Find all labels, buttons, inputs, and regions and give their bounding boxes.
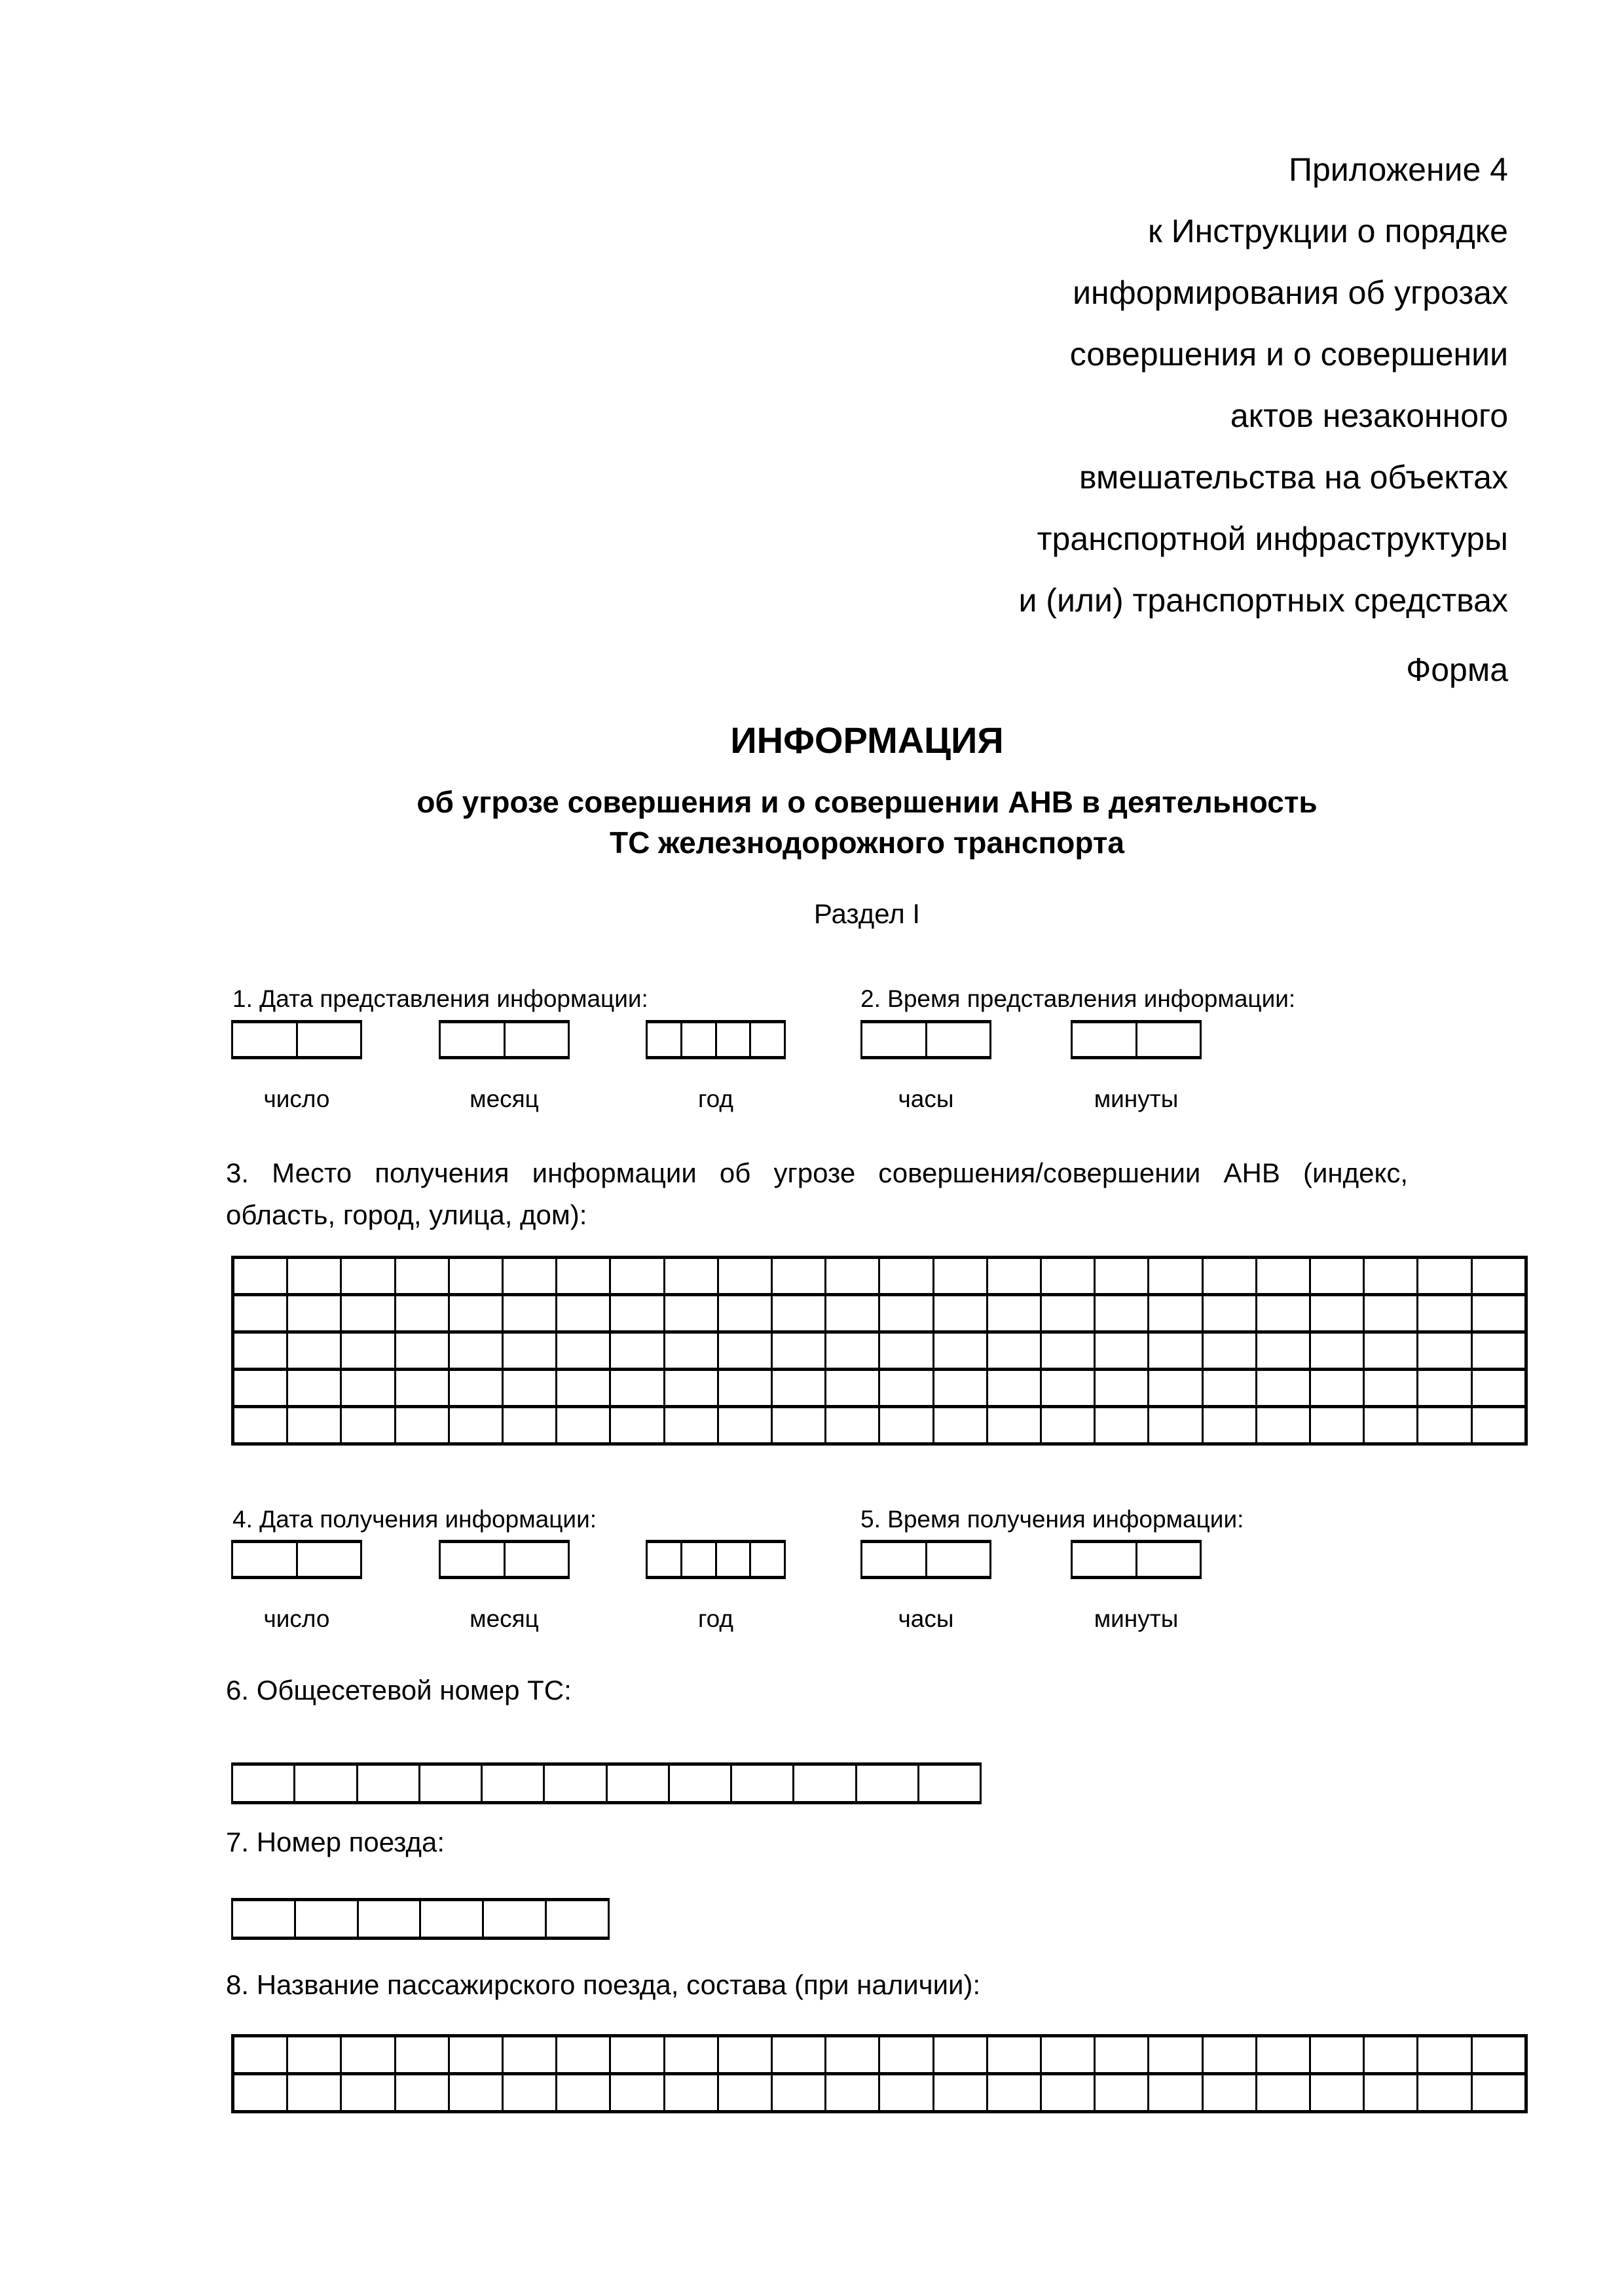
input-cell[interactable] [1418,1259,1472,1293]
input-cell[interactable] [1473,1408,1524,1442]
input-cell[interactable] [504,1296,557,1330]
field1-month-boxes [439,1020,570,1059]
input-cell[interactable] [608,1766,670,1801]
input-cell[interactable] [1473,1334,1524,1368]
section-title: Раздел I [813,898,921,929]
input-cell[interactable] [1204,2037,1257,2072]
input-cell[interactable] [862,1023,927,1056]
grid-row [234,1334,1524,1371]
input-cell[interactable] [719,1371,773,1405]
field2-hour-boxes [860,1020,991,1059]
input-cell[interactable] [665,2075,719,2110]
input-cell[interactable] [988,1371,1042,1405]
input-cell[interactable] [934,2037,988,2072]
input-cell[interactable] [880,2075,934,2110]
input-cell[interactable] [880,1296,934,1330]
field5-hour-boxes [860,1540,991,1579]
input-cell[interactable] [1204,1408,1257,1442]
input-cell[interactable] [342,2075,396,2110]
input-cell[interactable] [1365,2075,1418,2110]
input-cell[interactable] [1257,1371,1311,1405]
input-cell[interactable] [1473,2037,1524,2072]
input-cell[interactable] [988,1334,1042,1368]
appendix-line: транспортной инфраструктуры [1037,520,1508,557]
appendix-line: информирования об угрозах [1073,274,1508,311]
field7-label: 7. Номер поезда: [226,1827,445,1857]
input-cell[interactable] [1149,2037,1203,2072]
input-cell[interactable] [396,1371,450,1405]
field3-address-grid [231,1256,1528,1446]
input-cell[interactable] [682,1543,717,1576]
grid-row [234,2037,1524,2075]
input-cell[interactable] [719,1296,773,1330]
input-cell[interactable] [359,1901,422,1937]
input-cell[interactable] [1204,2075,1257,2110]
field3-label-line2: область, город, улица, дом): [226,1199,587,1230]
input-cell[interactable] [648,1543,682,1576]
input-cell[interactable] [506,1543,568,1576]
input-cell[interactable] [504,1408,557,1442]
input-cell[interactable] [773,1296,826,1330]
form-marker: Форма [1406,651,1508,688]
input-cell[interactable] [1204,1334,1257,1368]
input-cell[interactable] [1365,1408,1418,1442]
input-cell[interactable] [342,2037,396,2072]
input-cell[interactable] [1365,2037,1418,2072]
field3-label [226,1152,1408,1236]
grid-row [234,1408,1524,1442]
input-cell[interactable] [773,1408,826,1442]
input-cell[interactable] [557,1296,611,1330]
input-cell[interactable] [826,1408,880,1442]
input-cell[interactable] [1073,1023,1137,1056]
input-cell[interactable] [773,1371,826,1405]
input-cell[interactable] [611,1371,665,1405]
input-cell[interactable] [773,1259,826,1293]
input-cell[interactable] [450,2075,504,2110]
input-cell[interactable] [665,1371,719,1405]
field4-label: 4. Дата получения информации: [232,1506,597,1533]
field5-minute-boxes [1071,1540,1202,1579]
input-cell[interactable] [441,1023,506,1056]
input-cell[interactable] [1311,2037,1365,2072]
input-cell[interactable] [927,1543,990,1576]
input-cell[interactable] [880,2037,934,2072]
input-cell[interactable] [1149,2075,1203,2110]
input-cell[interactable] [298,1023,361,1056]
input-cell[interactable] [934,1371,988,1405]
input-cell[interactable] [988,2037,1042,2072]
input-cell[interactable] [719,1334,773,1368]
input-cell[interactable] [504,1334,557,1368]
input-cell[interactable] [288,1334,342,1368]
input-cell[interactable] [611,2075,665,2110]
input-cell[interactable] [234,1296,288,1330]
document-subtitle: об угрозе совершения и о совершении АНВ в деятельность [416,785,1318,819]
input-cell[interactable] [450,1408,504,1442]
input-cell[interactable] [1149,1296,1203,1330]
input-cell[interactable] [288,1259,342,1293]
appendix-header [1018,139,1508,701]
field4-month-boxes [439,1540,570,1579]
input-cell[interactable] [450,1296,504,1330]
input-cell[interactable] [557,1259,611,1293]
input-cell[interactable] [880,1259,934,1293]
input-cell[interactable] [1204,1371,1257,1405]
field1-label: 1. Дата представления информации: [232,985,648,1012]
unit-label-year: год [697,1085,734,1112]
field4-year-boxes [646,1540,786,1579]
input-cell[interactable] [557,2037,611,2072]
input-cell[interactable] [611,2037,665,2072]
unit-label-minutes: минуты [1094,1605,1179,1632]
input-cell[interactable] [611,1334,665,1368]
input-cell[interactable] [1042,1408,1096,1442]
input-cell[interactable] [557,2075,611,2110]
appendix-line: и (или) транспортных средствах [1018,582,1508,619]
input-cell[interactable] [396,2075,450,2110]
appendix-line: Приложение 4 [1289,151,1508,188]
input-cell[interactable] [234,1259,288,1293]
input-cell[interactable] [1257,1334,1311,1368]
input-cell[interactable] [1473,1371,1524,1405]
input-cell[interactable] [1096,1296,1149,1330]
input-cell[interactable] [1137,1543,1200,1576]
input-cell[interactable] [665,1296,719,1330]
input-cell[interactable] [298,1543,361,1576]
input-cell[interactable] [751,1543,784,1576]
input-cell[interactable] [934,1259,988,1293]
input-cell[interactable] [1149,1334,1203,1368]
input-cell[interactable] [988,1408,1042,1442]
input-cell[interactable] [826,2075,880,2110]
grid-row [234,1296,1524,1334]
input-cell[interactable] [988,2075,1042,2110]
field4-day-boxes [231,1540,362,1579]
input-cell[interactable] [1149,1259,1203,1293]
input-cell[interactable] [1042,2037,1096,2072]
grid-row [234,2075,1524,2110]
input-cell[interactable] [288,1371,342,1405]
input-cell[interactable] [233,1023,298,1056]
input-cell[interactable] [1042,1371,1096,1405]
input-cell[interactable] [1365,1259,1418,1293]
input-cell[interactable] [1096,1334,1149,1368]
input-cell[interactable] [342,1334,396,1368]
input-cell[interactable] [233,1766,295,1801]
input-cell[interactable] [1096,1408,1149,1442]
unit-label-hours: часы [898,1605,954,1632]
unit-label-hours: часы [898,1085,954,1112]
input-cell[interactable] [826,2037,880,2072]
input-cell[interactable] [665,1408,719,1442]
input-cell[interactable] [732,1766,794,1801]
input-cell[interactable] [545,1766,607,1801]
input-cell[interactable] [1257,1259,1311,1293]
input-cell[interactable] [234,1334,288,1368]
unit-label-day: число [263,1605,330,1632]
input-cell[interactable] [441,1543,506,1576]
input-cell[interactable] [719,2075,773,2110]
input-cell[interactable] [927,1023,990,1056]
input-cell[interactable] [234,2075,288,2110]
input-cell[interactable] [288,2075,342,2110]
input-cell[interactable] [1042,1259,1096,1293]
input-cell[interactable] [396,2037,450,2072]
input-cell[interactable] [665,1259,719,1293]
input-cell[interactable] [717,1543,752,1576]
input-cell[interactable] [1365,1296,1418,1330]
input-cell[interactable] [773,2075,826,2110]
input-cell[interactable] [396,1259,450,1293]
input-cell[interactable] [1365,1371,1418,1405]
document-subtitle: ТС железнодорожного транспорта [610,826,1124,860]
input-cell[interactable] [1204,1259,1257,1293]
input-cell[interactable] [1418,1371,1472,1405]
input-cell[interactable] [1096,2037,1149,2072]
input-cell[interactable] [547,1901,608,1937]
input-cell[interactable] [1096,2075,1149,2110]
input-cell[interactable] [1418,1296,1472,1330]
input-cell[interactable] [682,1023,717,1056]
input-cell[interactable] [1149,1408,1203,1442]
document-title: ИНФОРМАЦИЯ [730,720,1004,761]
input-cell[interactable] [1473,1259,1524,1293]
input-cell[interactable] [1311,1408,1365,1442]
input-cell[interactable] [934,1334,988,1368]
input-cell[interactable] [611,1296,665,1330]
input-cell[interactable] [794,1766,857,1801]
field2-minute-boxes [1071,1020,1202,1059]
input-cell[interactable] [1096,1259,1149,1293]
input-cell[interactable] [826,1334,880,1368]
input-cell[interactable] [504,1371,557,1405]
input-cell[interactable] [557,1371,611,1405]
appendix-line: к Инструкции о порядке [1147,213,1508,249]
input-cell[interactable] [670,1766,732,1801]
input-cell[interactable] [1204,1296,1257,1330]
input-cell[interactable] [719,2037,773,2072]
input-cell[interactable] [450,1259,504,1293]
input-cell[interactable] [826,1259,880,1293]
input-cell[interactable] [1311,1334,1365,1368]
input-cell[interactable] [342,1371,396,1405]
grid-row [234,1259,1524,1296]
field1-day-boxes [231,1020,362,1059]
input-cell[interactable] [288,2037,342,2072]
input-cell[interactable] [288,1408,342,1442]
input-cell[interactable] [1311,1371,1365,1405]
input-cell[interactable] [420,1766,483,1801]
input-cell[interactable] [919,1766,980,1801]
input-cell[interactable] [665,2037,719,2072]
input-cell[interactable] [1073,1543,1137,1576]
input-cell[interactable] [857,1766,919,1801]
grid-row [234,1371,1524,1408]
input-cell[interactable] [751,1023,784,1056]
input-cell[interactable] [611,1259,665,1293]
input-cell[interactable] [396,1334,450,1368]
input-cell[interactable] [557,1408,611,1442]
input-cell[interactable] [988,1259,1042,1293]
appendix-line: вмешательства на объектах [1079,459,1508,496]
unit-label-year: год [697,1605,734,1632]
input-cell[interactable] [557,1334,611,1368]
input-cell[interactable] [1042,2075,1096,2110]
field6-vehicle-number-boxes [231,1762,982,1804]
input-cell[interactable] [934,1296,988,1330]
input-cell[interactable] [773,2037,826,2072]
appendix-line: актов незаконного [1230,397,1508,434]
field8-train-name-grid [231,2034,1528,2113]
input-cell[interactable] [504,1259,557,1293]
input-cell[interactable] [450,2037,504,2072]
unit-label-minutes: минуты [1094,1085,1179,1112]
input-cell[interactable] [826,1371,880,1405]
input-cell[interactable] [1418,2075,1472,2110]
field6-label: 6. Общесетевой номер ТС: [226,1675,572,1705]
input-cell[interactable] [880,1371,934,1405]
input-cell[interactable] [880,1334,934,1368]
input-cell[interactable] [295,1766,358,1801]
input-cell[interactable] [665,1334,719,1368]
input-cell[interactable] [648,1023,682,1056]
input-cell[interactable] [504,2037,557,2072]
input-cell[interactable] [421,1901,484,1937]
input-cell[interactable] [233,1543,298,1576]
input-cell[interactable] [1096,1371,1149,1405]
appendix-line: совершения и о совершении [1069,336,1508,373]
field3-label-line1: 3. Место получения информации об угрозе совершения/совершении АНВ (индекс, [226,1157,1408,1188]
input-cell[interactable] [1149,1371,1203,1405]
input-cell[interactable] [234,1408,288,1442]
field1-year-boxes [646,1020,786,1059]
input-cell[interactable] [1418,1334,1472,1368]
input-cell[interactable] [1473,2075,1524,2110]
input-cell[interactable] [862,1543,927,1576]
input-cell[interactable] [1137,1023,1200,1056]
input-cell[interactable] [233,1901,296,1937]
field5-label: 5. Время получения информации: [860,1506,1244,1533]
input-cell[interactable] [483,1766,545,1801]
input-cell[interactable] [1257,2075,1311,2110]
input-cell[interactable] [1257,1296,1311,1330]
input-cell[interactable] [1257,1408,1311,1442]
input-cell[interactable] [1418,2037,1472,2072]
input-cell[interactable] [934,1408,988,1442]
input-cell[interactable] [450,1334,504,1368]
input-cell[interactable] [934,2075,988,2110]
input-cell[interactable] [358,1766,420,1801]
input-cell[interactable] [719,1408,773,1442]
input-cell[interactable] [611,1408,665,1442]
input-cell[interactable] [1311,1259,1365,1293]
input-cell[interactable] [1042,1334,1096,1368]
input-cell[interactable] [506,1023,568,1056]
input-cell[interactable] [773,1334,826,1368]
unit-label-day: число [263,1085,330,1112]
input-cell[interactable] [396,1408,450,1442]
input-cell[interactable] [1311,1296,1365,1330]
field8-label: 8. Название пассажирского поезда, состава (при наличии): [226,1969,981,2000]
input-cell[interactable] [296,1901,359,1937]
input-cell[interactable] [1042,1296,1096,1330]
input-cell[interactable] [504,2075,557,2110]
field2-label: 2. Время представления информации: [860,985,1296,1012]
input-cell[interactable] [988,1296,1042,1330]
input-cell[interactable] [234,2037,288,2072]
unit-label-month: месяц [470,1605,539,1632]
input-cell[interactable] [342,1408,396,1442]
input-cell[interactable] [288,1296,342,1330]
input-cell[interactable] [719,1259,773,1293]
input-cell[interactable] [342,1259,396,1293]
input-cell[interactable] [342,1296,396,1330]
input-cell[interactable] [234,1371,288,1405]
input-cell[interactable] [826,1296,880,1330]
input-cell[interactable] [1473,1296,1524,1330]
input-cell[interactable] [1365,1334,1418,1368]
input-cell[interactable] [1311,2075,1365,2110]
input-cell[interactable] [1257,2037,1311,2072]
field7-train-number-boxes [231,1898,610,1940]
input-cell[interactable] [450,1371,504,1405]
input-cell[interactable] [880,1408,934,1442]
input-cell[interactable] [717,1023,752,1056]
input-cell[interactable] [396,1296,450,1330]
unit-label-month: месяц [470,1085,539,1112]
input-cell[interactable] [484,1901,547,1937]
input-cell[interactable] [1418,1408,1472,1442]
